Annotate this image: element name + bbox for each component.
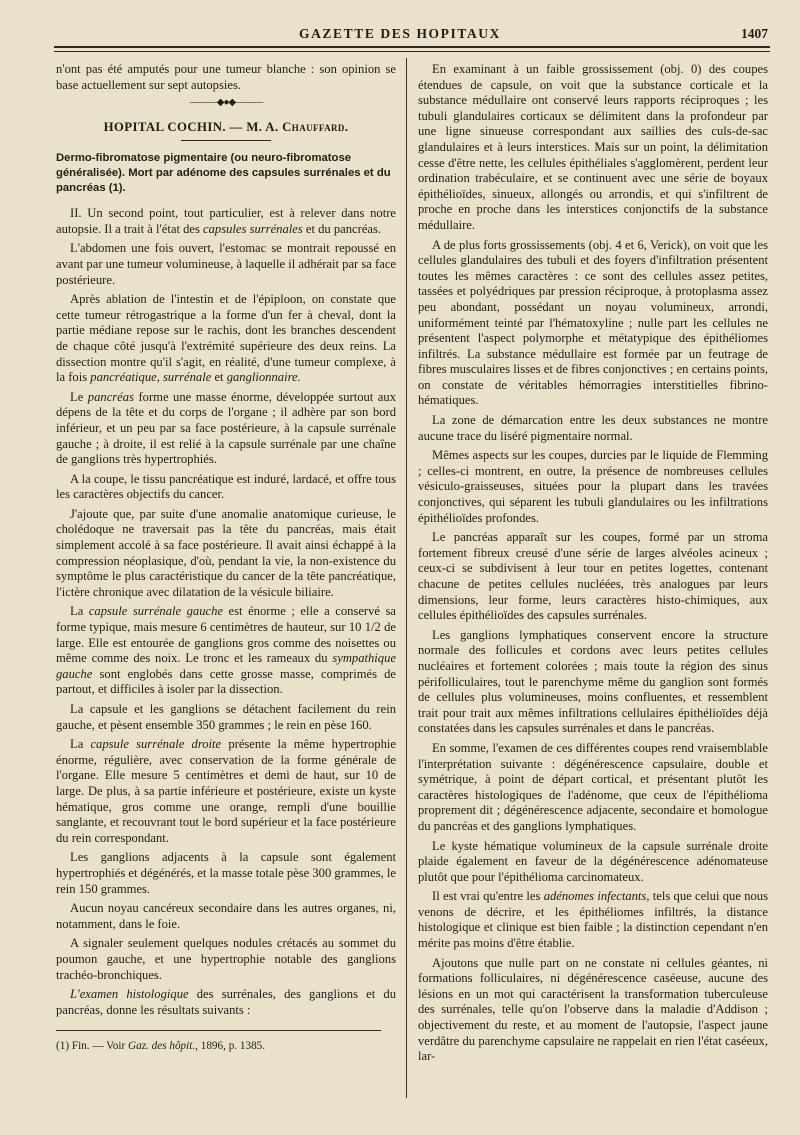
article-title: Dermo-fibromatose pigmentaire (ou neuro-fibromatose généralisée). Mort par adénome des capsules surrénales et du pancréas (1). — [56, 152, 391, 195]
paragraph: Mêmes aspects sur les coupes, durcies par le liquide de Flemming ; celles-ci montrent, en outre, la présence de nombreuses cellules vésiculo-graisseuses, situées pour la plupart dans les travées conjonctives, qui séparent les tubuli glandulaires ou les infiltrations épithélioïdes profondes. — [418, 448, 768, 525]
header-rule-thick — [54, 46, 770, 48]
paragraph: J'ajoute que, par suite d'une anomalie anatomique curieuse, le cholédoque ne traversait pas la tête du pancréas, mais était simplement accolé à sa face postérieure. Il avait ainsi échappé à la compression néoplasique, d'où, pendant la vie, la non-existence du symptôme le plus caractéristique du cancer de la tête pancréatique, l'ictère chronique avec dilatation de la vésicule biliaire. — [56, 506, 396, 599]
left-column — [56, 62, 396, 1053]
paragraph: II. Un second point, tout particulier, est à relever dans notre autopsie. Il a trait à l'état des capsules surrénales et du pancréas. — [56, 206, 396, 236]
paragraph: Les ganglions adjacents à la capsule sont également hypertrophiés et dégénérés, et la masse totale pèse 300 grammes, le rein 150 grammes. — [56, 850, 396, 896]
paragraph: A la coupe, le tissu pancréatique est induré, lardacé, et offre tous les caractères objectifs du cancer. — [56, 471, 396, 502]
column-divider — [406, 58, 407, 1098]
paragraph: Après ablation de l'intestin et de l'épiploon, on constate que cette tumeur rétrogastrique a la forme d'un fer à cheval, dont la partie médiane repose sur le rachis, dont les branches descendent de chaque côté jusqu'à l'extrémité supérieure des deux reins. La dissection montre qu'il s'agit, en réalité, d'une tumeur complexe, à la fois pancréatique, surrénale et ganglionnaire. — [56, 292, 396, 385]
paragraph: Le kyste hématique volumineux de la capsule surrénale droite plaide également en faveur de la dégénérescence adénomateuse plutôt que pour l'épithélioma carcinomateux. — [418, 838, 768, 884]
paragraph: L'examen histologique des surrénales, des ganglions et du pancréas, donne les résultats suivants : — [56, 987, 396, 1017]
footnote: (1) Fin. — Voir Gaz. des hôpit., 1896, p. 1385. — [56, 1040, 266, 1053]
hospital-name: HOPITAL COCHIN. — M. A. — [103, 120, 279, 135]
running-header — [0, 22, 800, 44]
paragraph: Il est vrai qu'entre les adénomes infectants, tels que celui que nous venons de décrire, et les épithéliomes infiltrés, la distance histologique et clinique est bien faible ; la distinction cependant n'en mérite pas moins d'être établie. — [418, 889, 769, 951]
heading-rule — [181, 140, 271, 141]
header-rule-thin — [54, 51, 770, 52]
right-column — [418, 62, 768, 1069]
paragraph: A signaler seulement quelques nodules crétacés au sommet du poumon gauche, et une hypertrophie notable des ganglions trachéo-bronchiques. — [56, 936, 396, 982]
author-name: Chauffard. — [282, 120, 349, 135]
paragraph: n'ont pas été amputés pour une tumeur blanche : son opinion se base actuellement sur sept autopsies. — [56, 62, 396, 92]
section-heading — [56, 120, 396, 135]
paragraph: Le pancréas forme une masse énorme, développée surtout aux dépens de la tête et du corps de l'organe ; il adhère par son bord inférieur, et un peu par sa face postérieure, à la capsule surrénale gauche ; à droite, il est relié à la capsule surrénale par une chaîne de ganglions très hypertrophiés. — [56, 389, 396, 467]
paragraph: En somme, l'examen de ces différentes coupes rend vraisemblable l'interprétation suivante : dégénérescence capsulaire, double et symétrique, à point de départ cortical, et présentant plutôt les caractères histologiques de l'adénome, que ceux de l'épithélioma proprement dit ; dégénérescence adjacente, secondaire et homologue du pancréas et des ganglions lymphatiques. — [418, 740, 768, 833]
paragraph: La capsule surrénale droite présente la même hypertrophie énorme, régulière, avec conservation de la forme générale de l'organe. Elle mesure 5 centimètres et demi de haut, sur 10 de large. De plus, à sa partie inférieure et postérieure, existe un kyste hématique, gros comme une orange, rempli d'une bouillie sanglante, et recouvrant tout le bord supérieur et la face postérieure du rein correspondant. — [56, 737, 396, 845]
paragraph: Ajoutons que nulle part on ne constate ni cellules géantes, ni formations folliculaires, ni dégénérescence caséeuse, aucune des lésions en un mot qui caractérisent la transformation tuberculeuse des surrénales, telle qu'on l'observe dans la maladie d'Addison ; objectivement du reste, et au moment de l'autopsie, l'aspect jaune verdâtre du parenchyme capsulaire ne rappelait en rien l'état caséeux, lar- — [418, 955, 768, 1064]
page-number: 1407 — [741, 26, 768, 41]
paragraph: La zone de démarcation entre les deux substances ne montre aucune trace du liséré pigmentaire normal. — [418, 413, 768, 443]
footnote-rule — [56, 1030, 381, 1031]
journal-title: GAZETTE DES HOPITAUX — [298, 26, 502, 41]
ornament-divider: ———◆●◆——— — [189, 97, 263, 109]
paragraph: La capsule surrénale gauche est énorme ; elle a conservé sa forme typique, mais mesure 6 centimètres de hauteur, sur 10 1/2 de large. Elle est entourée de ganglions gros comme des noisettes ou même comme des noix. Le tronc et les rameaux du sympathique gauche sont englobés dans cette grosse masse, comprimés de partout, et difficiles à isoler par la dissection. — [56, 604, 397, 697]
paragraph: La capsule et les ganglions se détachent facilement du rein gauche, et pèsent ensemble 350 grammes ; le rein en pèse 160. — [56, 702, 396, 732]
paragraph: En examinant à un faible grossissement (obj. 0) des coupes étendues de capsule, on voit que la substance corticale et la substance médullaire ont conservé leurs rapports réciproques ; les tubuli glandulaires corticaux se délimitent dans la profondeur par une ligne sinueuse correspondant aux saillies des culs-de-sac glandulaires et à leurs interstices. Mais sur un point, la délimitation cesse d'être nette, les cellules épithéliales s'agglomèrent, perdent leur ordination trabéculaire, et se continuent avec une série de boyaux épithélioïdes, sinueux, allongés ou arrondis, et qui s'infiltrent de proche en proche dans les interstices conjonctifs de la substance médullaire. — [418, 62, 768, 232]
paragraph: L'abdomen une fois ouvert, l'estomac se montrait repoussé en avant par une tumeur volumineuse, à laquelle il adhérait par sa face postérieure. — [56, 241, 396, 287]
paragraph: Le pancréas apparaît sur les coupes, formé par un stroma fortement fibreux creusé d'une série de larges alvéoles acineux ; ceux-ci se subdivisent à leur tour en petites logettes, contenant chacune de petites cellules nucléées, très analogues par leurs dimensions, leur forme, leurs caractères histo-chimiques, aux cellules épithélioïdes des capsules surrénales. — [418, 530, 768, 623]
paragraph: A de plus forts grossissements (obj. 4 et 6, Verick), on voit que les cellules glandulaires des tubuli et des foyers d'infiltration présentent toutes les mêmes caractères : ce sont des cellules assez petites, tassées et polyédriques par pression réciproque, à protoplasma assez peu abondant, possédant un noyau volumineux, arrondi, uniformément teinté par l'hématoxyline ; nulle part les cellules ne présentent l'aspect polymorphe et métatypique des épithéliomes infiltrés. La substance médullaire est formée par un feutrage de fibres musculaires lisses et de fibres conjonctives ; en certains points, on constate de véritables hémorragies interstitielles fibrino-hématiques. — [418, 237, 768, 408]
paragraph: Les ganglions lymphatiques conservent encore la structure normale des follicules et cordons avec leurs petites cellules nucléaires et fortement colorées ; mais toute la région des sinus périfolliculaires, tout le parenchyme même du ganglion sont formés de cellules plus volumineuses, moins confluentes, et ressemblent trait pour trait aux mêmes infiltrations cellulaires épithélioïdes déjà constatées dans les capsules surrénales et dans le pancréas. — [418, 627, 768, 736]
paragraph: Aucun noyau cancéreux secondaire dans les autres organes, ni, notamment, dans le foie. — [56, 901, 396, 931]
